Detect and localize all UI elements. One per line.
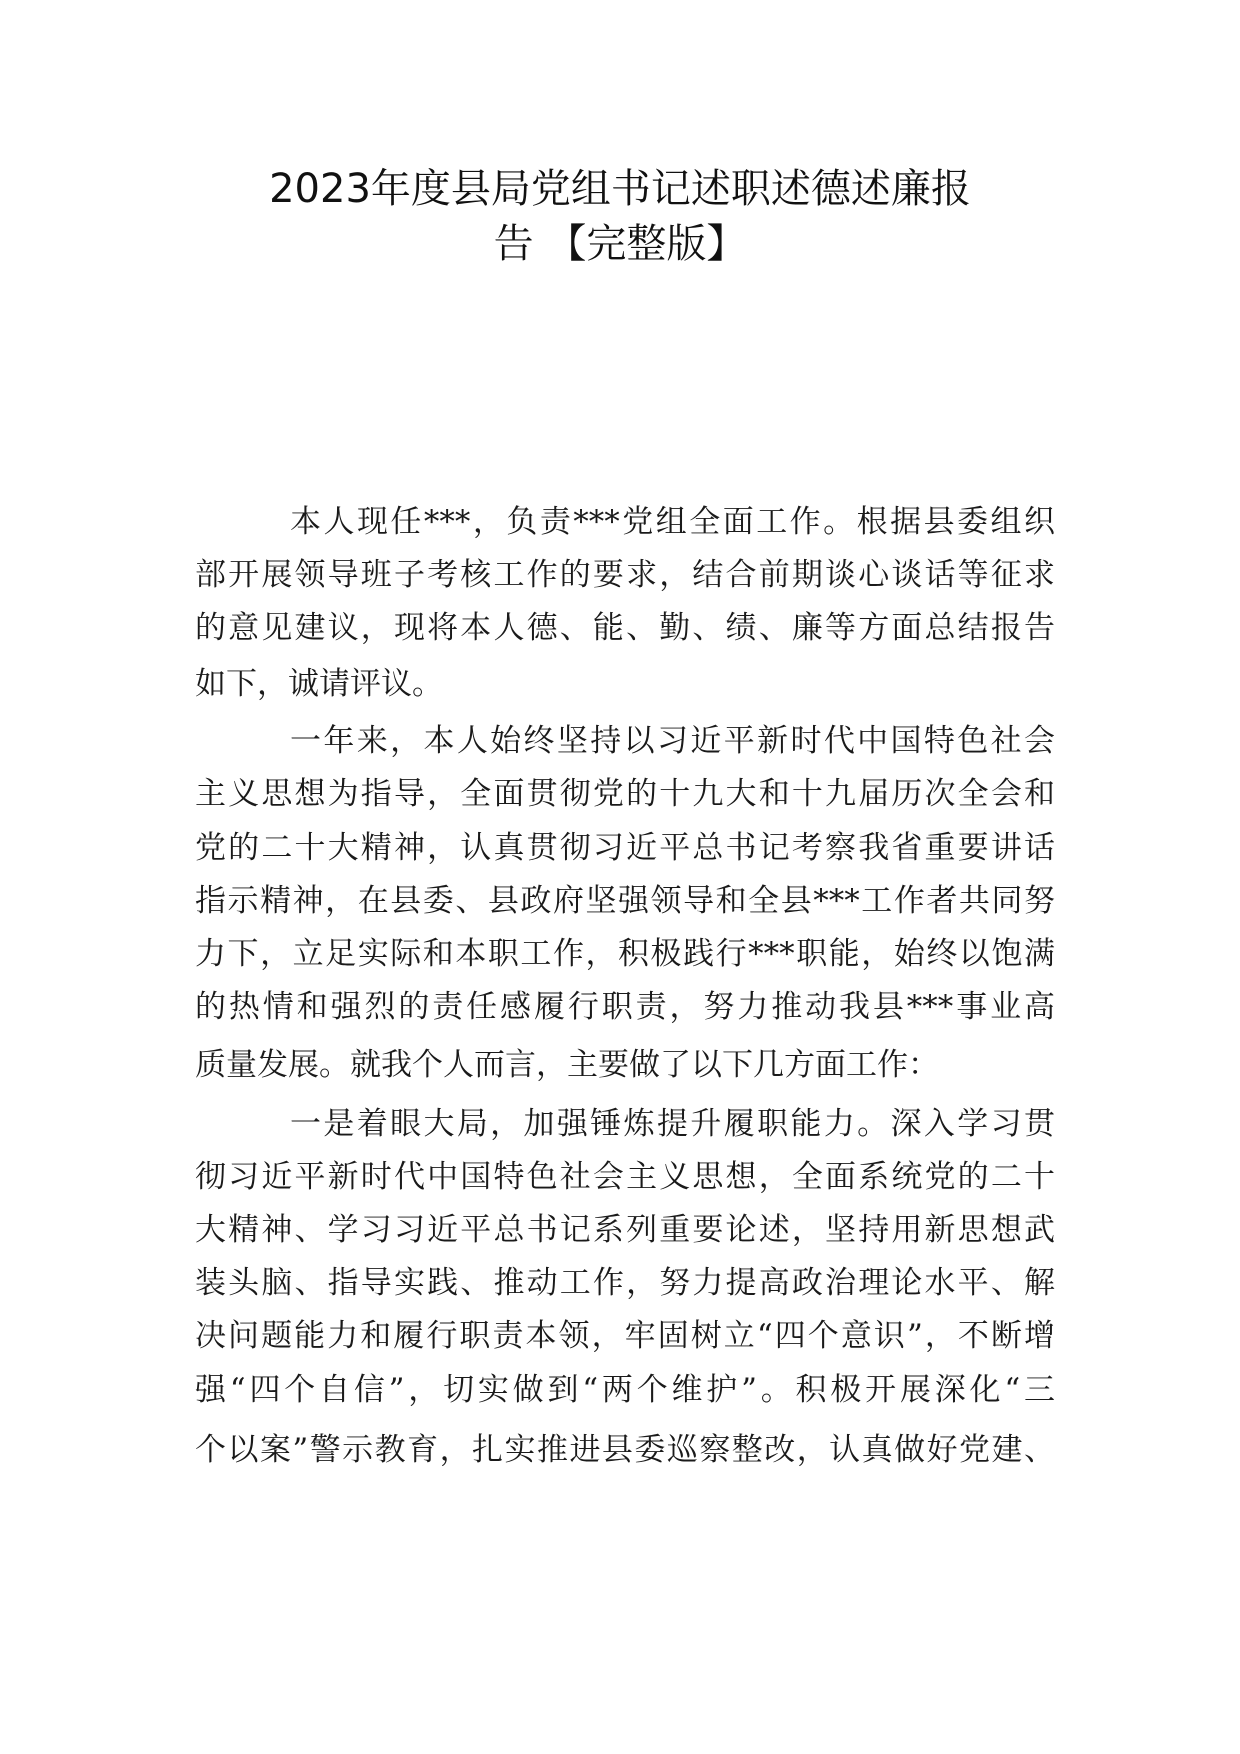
paragraph-line: 主义思想为指导，全面贯彻党的十九大和十九届历次全会和 <box>195 776 1055 812</box>
paragraph-line: 本人现任***，负责***党组全面工作。根据县委组织 <box>290 504 1055 540</box>
paragraph-line: 个以案”警示教育，扎实推进县委巡察整改，认真做好党建、 <box>195 1432 1055 1468</box>
paragraph-line: 装头脑、指导实践、推动工作，努力提高政治理论水平、解 <box>195 1265 1055 1301</box>
paragraph-line: 的热情和强烈的责任感履行职责，努力推动我县***事业高 <box>195 989 1055 1025</box>
document-title-line-2: 告 【完整版】 <box>493 221 747 267</box>
paragraph-line: 如下，诚请评议。 <box>195 666 443 702</box>
paragraph-line: 一是着眼大局，加强锤炼提升履职能力。深入学习贯 <box>290 1106 1055 1142</box>
paragraph-line: 党的二十大精神，认真贯彻习近平总书记考察我省重要讲话 <box>195 830 1055 866</box>
paragraph-line: 指示精神，在县委、县政府坚强领导和全县***工作者共同努 <box>195 883 1055 919</box>
paragraph-line: 彻习近平新时代中国特色社会主义思想，全面系统党的二十 <box>195 1159 1055 1195</box>
paragraph-line: 力下，立足实际和本职工作，积极践行***职能，始终以饱满 <box>195 936 1055 972</box>
paragraph-line: 质量发展。就我个人而言，主要做了以下几方面工作： <box>195 1047 939 1083</box>
document-title-line-1: 2023年度县局党组书记述职述德述廉报 <box>269 166 971 212</box>
paragraph-line: 部开展领导班子考核工作的要求，结合前期谈心谈话等征求 <box>195 557 1055 593</box>
paragraph-line: 强“四个自信”，切实做到“两个维护”。积极开展深化“三 <box>195 1372 1055 1408</box>
paragraph-line: 决问题能力和履行职责本领，牢固树立“四个意识”，不断增 <box>195 1318 1055 1354</box>
paragraph-line: 大精神、学习习近平总书记系列重要论述，坚持用新思想武 <box>195 1212 1055 1248</box>
paragraph-line: 一年来，本人始终坚持以习近平新时代中国特色社会 <box>290 723 1055 759</box>
paragraph-line: 的意见建议，现将本人德、能、勤、绩、廉等方面总结报告 <box>195 610 1055 646</box>
